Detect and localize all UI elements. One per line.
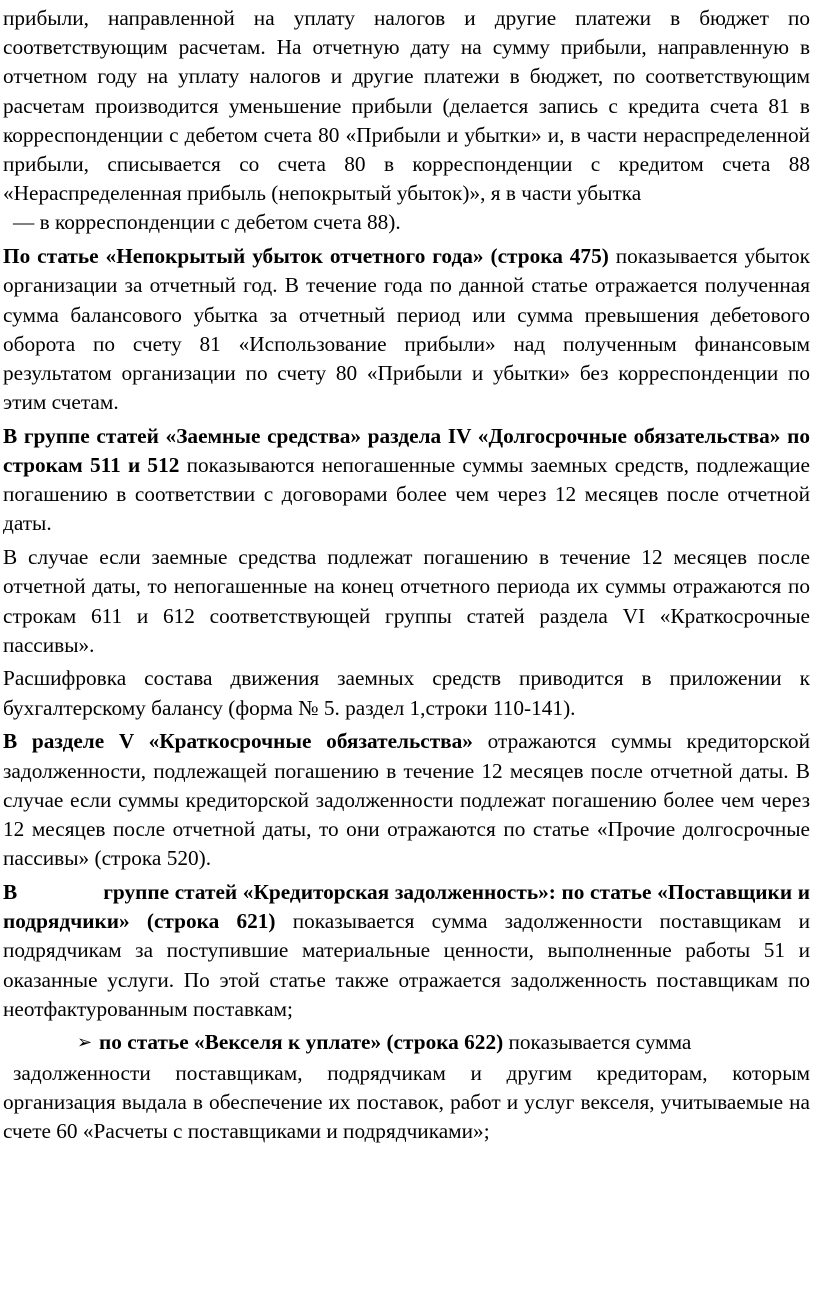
paragraph-short-term-liabilities	[3, 727, 810, 873]
paragraph-text: Расшифровка состава движения заемных средств приводится в приложении к бухгалтерскому балансу (форма № 5. раздел 1,строки 110-141).	[3, 666, 810, 720]
paragraph-heading: В	[3, 879, 18, 904]
paragraph-heading: В группе статей «Заемные средства» раздела IV «Долгосрочные обязательства» по строкам 511 и 512	[3, 423, 810, 478]
paragraph-text: прибыли, направленной на уплату налогов и другие платежи в бюджет по соответствующим расчетам. На отчетную дату на сумму прибыли, направленную в отчетном году на уплату налогов и другие платежи в бюджет, по соответствующим расчетам производится уменьшение прибыли (делается запись с кредита счета 81 в корреспонденции с дебетом счета 80 «Прибыли и убытки» и, в части нераспределенной прибыли, списывается со счета 80 в корреспонденции с кредитом счета 88 «Нераспределенная прибыль (непокрытый убыток)», я в части убытка	[3, 6, 810, 206]
paragraph-short-term-repayment	[3, 543, 810, 660]
paragraph-text: показываются непогашенные суммы заемных средств, подлежащие погашению в соответствии с договорами более чем через 12 месяцев после отчетной даты.	[3, 453, 810, 536]
paragraph-text: — в корреспонденции с дебетом счета 88).	[13, 210, 401, 235]
paragraph-text: В случае если заемные средства подлежат погашению в течение 12 месяцев после отчетной даты, то непогашенные на конец отчетного периода их суммы отражаются по строкам 611 и 612 соответствующей группы статей раздела VI «Краткосрочные пассивы».	[3, 545, 810, 657]
list-item-bills-payable-continuation	[3, 1059, 810, 1147]
paragraph-borrowed-funds	[3, 422, 810, 539]
paragraph-text: показывается сумма	[503, 1030, 692, 1055]
paragraph-text: задолженности поставщикам, подрядчикам и другим кредиторам, которым организация выдала в обеспечение их поставок, работ и услуг векселя, учитываемые на счете 60 «Расчеты с поставщиками и подрядчиками»;	[3, 1060, 810, 1144]
paragraph-loan-breakdown	[3, 664, 810, 722]
paragraph-accounts-payable	[3, 878, 810, 1024]
paragraph-heading: В разделе V «Краткосрочные обязательства»	[3, 729, 473, 754]
paragraph-text: показывается сумма задолженности поставщикам и подрядчикам за поступившие материальные ценности, выполненные работы 51 и оказанные услуги. По этой статье также отражается задолженность поставщикам по неотфактурованным поставкам;	[3, 909, 811, 1021]
paragraph-profit-distribution	[3, 4, 810, 208]
paragraph-heading: по статье «Векселя к уплате» (строка 622)	[99, 1030, 504, 1055]
list-item-bills-payable	[3, 1028, 810, 1058]
arrowhead-bullet-icon: ➢	[77, 1032, 93, 1053]
paragraph-text: показывается убыток организации за отчетный год. В течение года по данной статье отражается полученная сумма балансового убытка за отчетный период или сумма превышения дебетового оборота по счету 81 «Использование прибыли» над полученным финансовым результатом организации по счету 80 «Прибыли и убытки» без корреспонденции по этим счетам.	[3, 244, 810, 415]
paragraph-heading: группе статей «Кредиторская задолженность»: по статье «Поставщики и подрядчики» (строка 621)	[3, 879, 810, 934]
paragraph-profit-distribution-tail	[3, 208, 810, 237]
paragraph-text: отражаются суммы кредиторской задолженности, подлежащей погашению в течение 12 месяцев после отчетной даты. В случае если суммы кредиторской задолженности подлежат погашению более чем через 12 месяцев после отчетной даты, то они отражаются по статье «Прочие долгосрочные пассивы» (строка 520).	[3, 729, 810, 871]
paragraph-uncovered-loss	[3, 242, 810, 417]
paragraph-heading: По статье «Непокрытый убыток отчетного года» (строка 475)	[3, 244, 609, 269]
